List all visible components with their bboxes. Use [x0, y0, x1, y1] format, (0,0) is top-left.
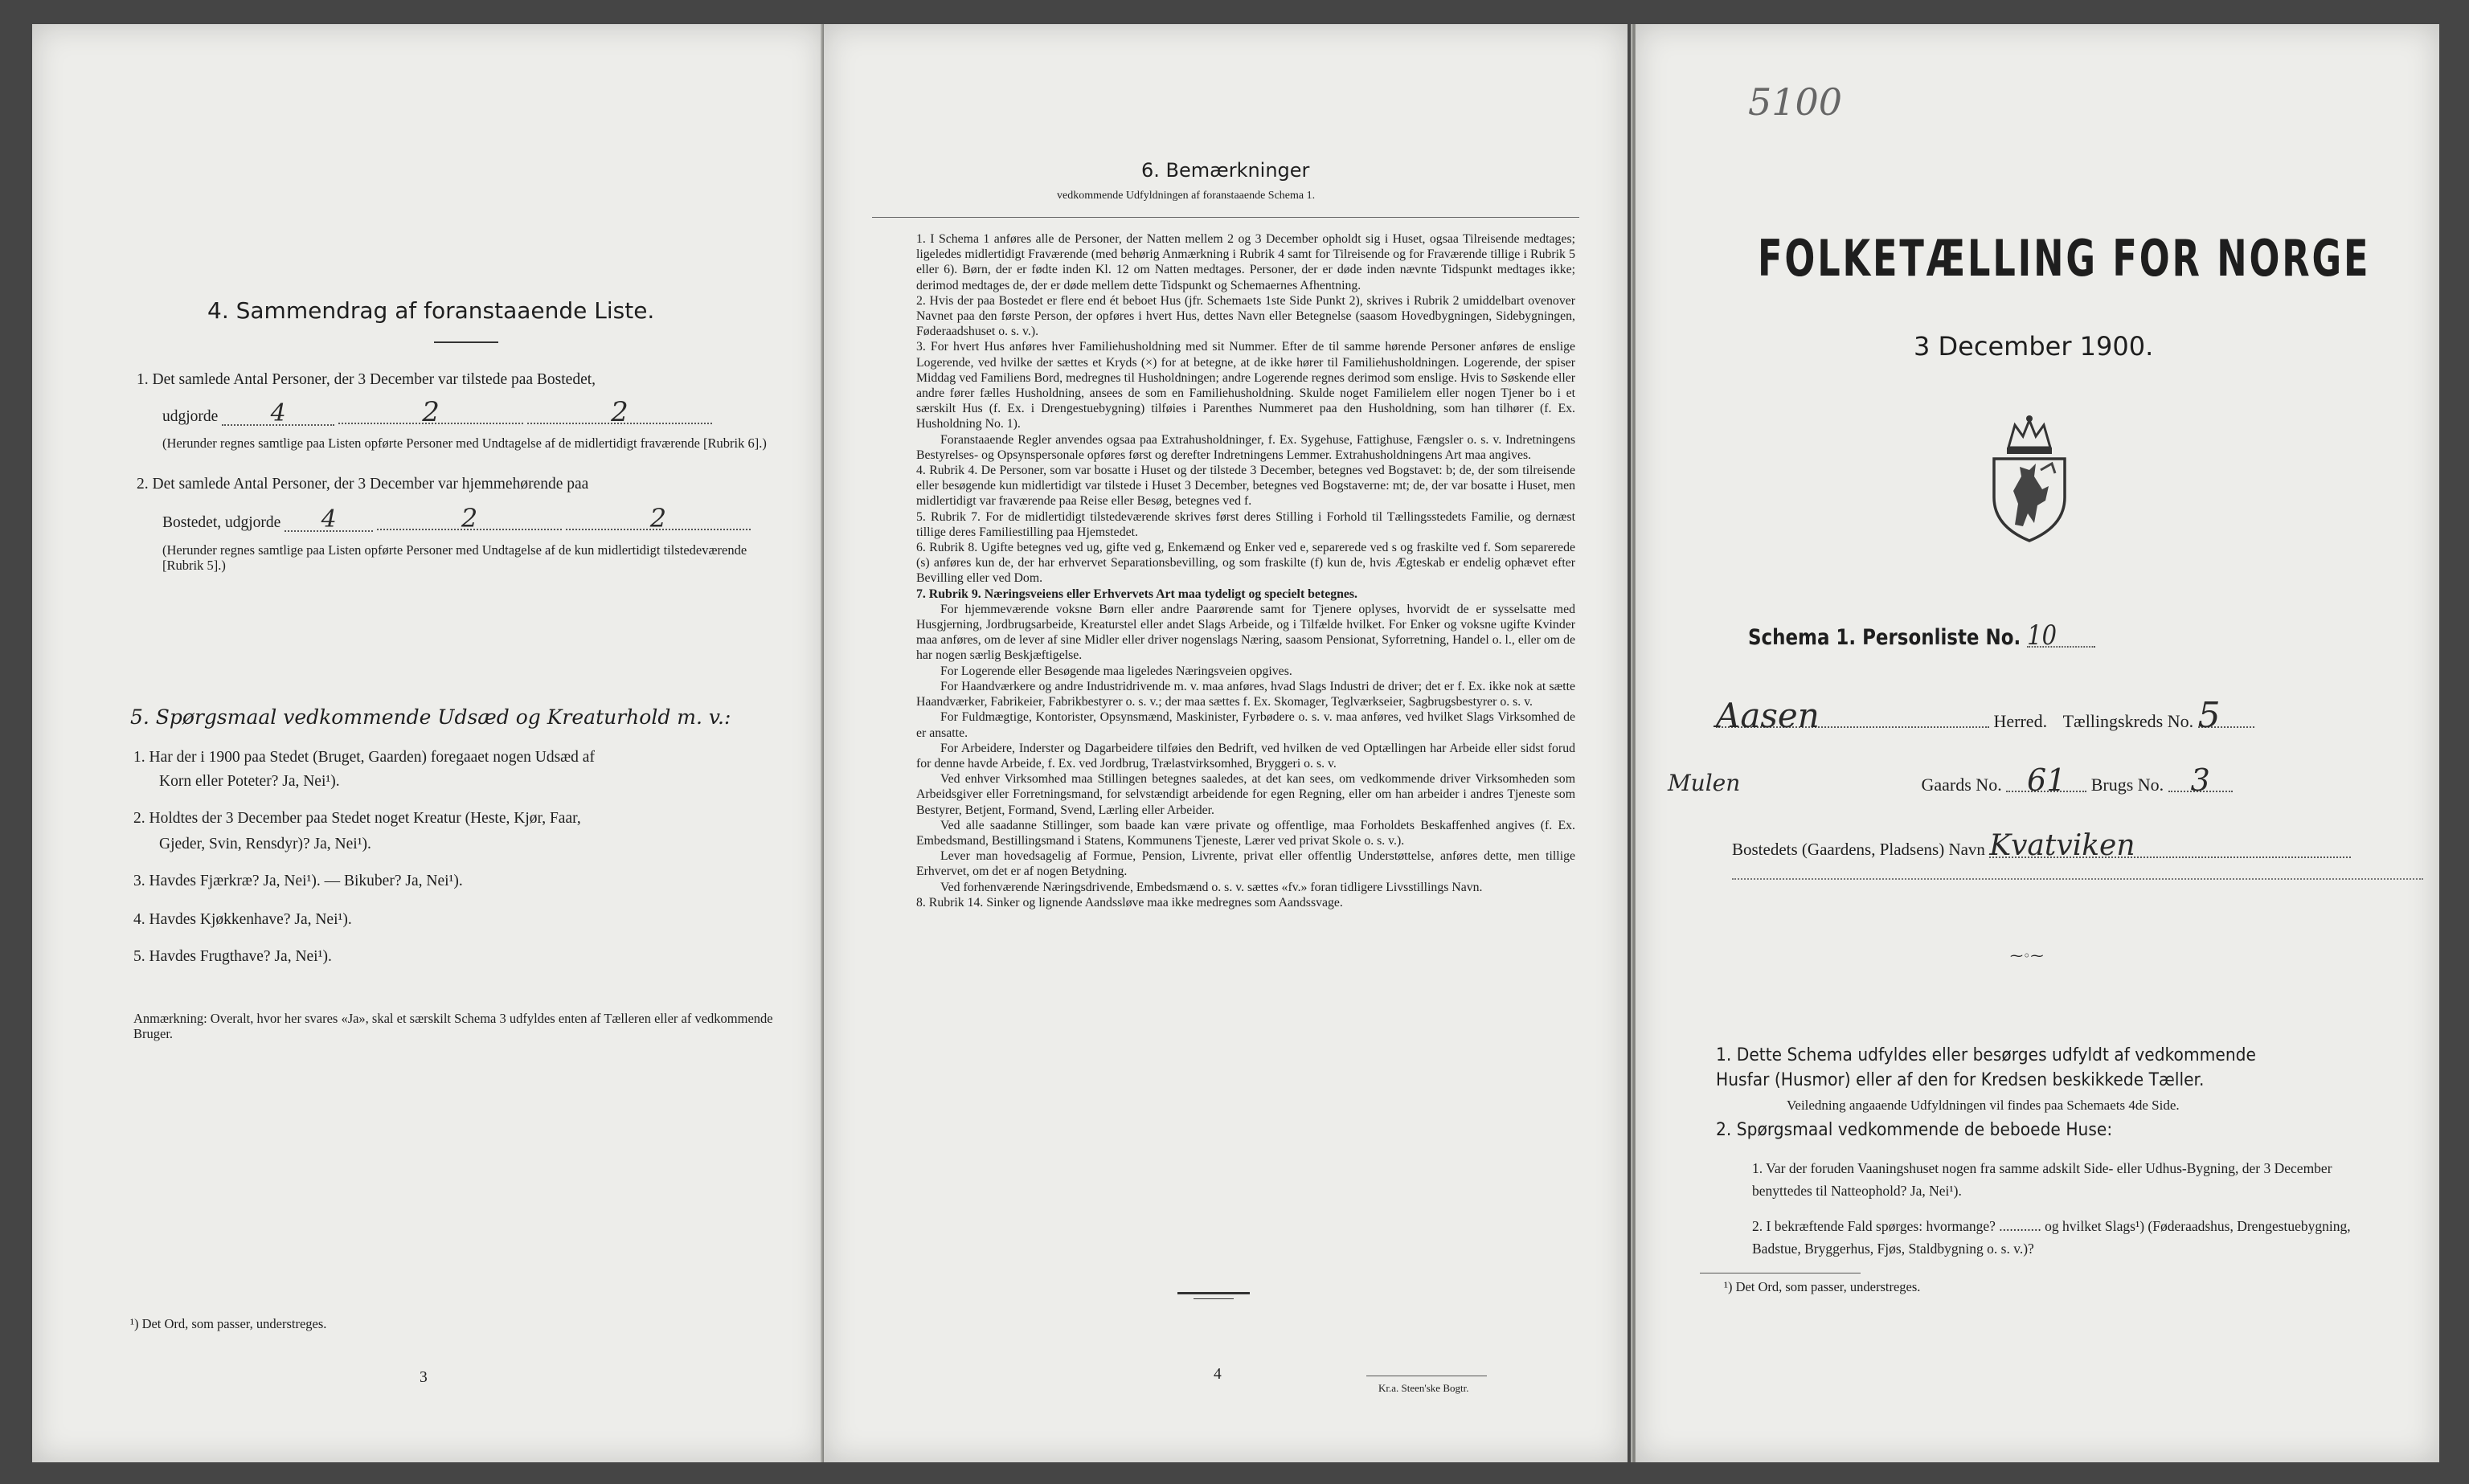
item-2-value-male: 2	[377, 508, 562, 530]
herred-value: Aasen	[1716, 705, 1989, 728]
item-1-value-total: 4	[222, 403, 334, 426]
census-date: 3 December 1900.	[1914, 331, 2154, 362]
item-2-value-total: 4	[285, 509, 373, 532]
brugs-value: 3	[2168, 770, 2233, 792]
remark-2: 2. Hvis der paa Bostedet er flere end ét beboet Hus (jfr. Schemaets 1ste Side Punkt 2), skrives i Rubrik 2 umiddelbart ovenover Navnet paa den første Person, der opføres i hvert Hus, dettes Navn eller Betegnelse (saasom Hovedbygningen, Sidebygningen, Føderaadshuset o. s. v.).	[916, 293, 1575, 339]
remark-7b: For Logerende eller Besøgende maa ligeledes Næringsveien opgives.	[940, 664, 1292, 678]
question-3: 3. Havdes Fjærkræ? Ja, Nei¹). — Bikuber? Ja, Nei¹).	[133, 873, 463, 889]
kreds-label: Tællingskreds No.	[2062, 711, 2194, 731]
personliste-number: 10	[2027, 625, 2095, 648]
coat-of-arms-icon	[1984, 414, 2074, 544]
instruction-2: 2. Spørgsmaal vedkommende de beboede Huse:	[1716, 1120, 2113, 1140]
remark-7g: Ved alle saadanne Stillinger, som baade kan være private og offentlige, maa Forholdets Beskaffenhed angives (f. Ex. Embedsmand, Bestillingsmand i Statens, Kommunens Tjeneste, Lærer ved privat Skole o. s. v.).	[916, 818, 1575, 848]
instruction-1: 1. Dette Schema udfyldes eller besørges udfyldt af vedkommende Husfar (Husmor) eller af den for Kredsen beskikkede Tæller.	[1716, 1045, 2256, 1090]
remark-7d: For Fuldmægtige, Kontorister, Opsynsmænd, Maskinister, Fyrbødere o. s. v. maa anføres, ved hvilket Slags Virksomhed de er ansatte.	[916, 710, 1575, 740]
section-5-title: 5. Spørgsmaal vedkommende Udsæd og Kreaturhold m. v.:	[130, 705, 731, 729]
remark: Anmærkning: Overalt, hvor her svares «Ja», skal et særskilt Schema 3 udfyldes enten af Tælleren eller af vedkommende Bruger.	[133, 1011, 773, 1042]
top-divider	[872, 217, 1579, 218]
remark-7i: Ved forhenværende Næringsdrivende, Embedsmænd o. s. v. sættes «fv.» foran tidligere Livsstillings Navn.	[940, 880, 1483, 894]
bosted-line	[1732, 829, 2439, 862]
page-3-summary	[32, 24, 824, 1462]
blank-line	[1732, 877, 2423, 880]
item-2-line-1: 2. Det samlede Antal Personer, der 3 December var hjemmehørende paa	[137, 476, 589, 493]
instruction-1-note: Veiledning angaaende Udfyldningen vil findes paa Schemaets 4de Side.	[1787, 1098, 2180, 1113]
remark-3-extra: Foranstaaende Regler anvendes ogsaa paa Extrahusholdninger, f. Ex. Sygehuse, Fattighuse, Fængsler o. s. v. Indretningens Bestyrelses- og Opsynspersonale opføres først og derefter Indretningens Lemmer. Extrahusholdningens Art maa angives.	[916, 432, 1575, 462]
item-2-label: Bostedet, udgjorde	[162, 514, 281, 531]
remark-7a: For hjemmeværende voksne Børn eller andre Paarørende samt for Tjenere oplyses, hvorvidt de er sysselsatte med Husgjerning, Jordbrugsarbeide, Kreaturstel eller andet Slags Arbeide, og i Tilfælde hvilket. For Enker og voksne ugifte Kvinder maa anføres, om de lever af sine Midler eller driver nogenslags Næring, saasom Pensionat, Syforretning, Handel o. l., eller om de har nogen særlig Beskjæftigelse.	[916, 602, 1575, 663]
gaards-value: 61	[2006, 770, 2086, 792]
remark-4: 4. Rubrik 4. De Personer, som var bosatte i Huset og der tilstede 3 December, betegnes ved Bogstavet: b; de, der som tilreisende eller besøgende kun midlertidigt var tilstede i Huset 3 December, betegnes ved Bogstaverne: mt; de, der var bosatte i Huset, men midlertidigt var fraværende paa Reise eller Besøg, betegnes ved f.	[916, 464, 1575, 509]
page-4-remarks	[824, 24, 1628, 1462]
footnote: ¹) Det Ord, som passer, understreges.	[1724, 1279, 1921, 1294]
remark-7: 7. Rubrik 9. Næringsveiens eller Erhvervets Art maa tydeligt og specielt betegnes.	[916, 587, 1358, 601]
brugs-label: Brugs No.	[2090, 775, 2164, 795]
gaard-line	[1668, 762, 2391, 798]
end-rule	[1177, 1292, 1250, 1294]
title-rule	[434, 341, 498, 343]
item-1-line-2	[162, 396, 805, 428]
question-2b: Gjeder, Svin, Rensdyr)? Ja, Nei¹).	[159, 836, 371, 852]
question-5: 5. Havdes Frugthave? Ja, Nei¹).	[133, 948, 332, 965]
question-1a: 1. Har der i 1900 paa Stedet (Bruget, Gaarden) foregaaet nogen Udsæd af	[133, 749, 595, 766]
item-1-value-female: 2	[527, 402, 712, 424]
schema-label-text: Schema 1. Personliste No.	[1748, 625, 2021, 650]
page-number: 4	[1214, 1366, 1222, 1383]
question-2a: 2. Holdtes der 3 December paa Stedet noget Kreatur (Heste, Kjør, Faar,	[133, 810, 581, 827]
item-1-value-male: 2	[338, 402, 523, 424]
kreds-value: 5	[2198, 705, 2254, 728]
section-4-title: 4. Sammendrag af foranstaaende Liste.	[207, 297, 655, 324]
question-4: 4. Havdes Kjøkkenhave? Ja, Nei¹).	[133, 911, 352, 928]
item-1-label: udgjorde	[162, 408, 219, 425]
census-title: FOLKETÆLLING FOR NORGE	[1758, 229, 2371, 288]
ornament: ⁓◦⁓	[2010, 948, 2044, 963]
remarks-list	[916, 231, 1575, 910]
remark-3: 3. For hvert Hus anføres hver Familiehusholdning med sit Nummer. Efter de til samme hørende Personer anføres de enslige Logerende, ved hvilke der sættes et Kryds (×) for at betegne, at de ikke hører til Familiehusholdningen. Logerende, der spiser Middag ved Familiens Bord, medregnes til Husholdningen; andre Logerende regnes derimod som enslige. Hvis to Søskende eller andre fører fælles Husholdning, ansees de som en Familiehusholdning. Skulde noget Familielem eller nogen Tjener bo i et særskilt Hus (f. Ex. i Drengestuebygning) tilføies i Parenthes Nummeret paa den Husholdning, som han tilhører (f. Ex. Husholdning No. 1).	[916, 340, 1575, 431]
item-1-line-1: 1. Det samlede Antal Personer, der 3 December var tilstede paa Bostedet,	[137, 371, 596, 388]
remark-6: 6. Rubrik 8. Ugifte betegnes ved ug, gifte ved g, Enkemænd og Enker ved e, separerede ved s og fraskilte ved f. Som separerede (s) anføres kun de, der har erhvervet Separationsbevilling, og som fraskilte (f) kun de, hvis Ægteskab er endelig ophævet efter Bevilling eller ved Dom.	[916, 541, 1575, 586]
question-1b: Korn eller Poteter? Ja, Nei¹).	[159, 773, 340, 790]
remark-8: 8. Rubrik 14. Sinker og lignende Aandssløve maa ikke medregnes som Aandssvage.	[916, 895, 1343, 910]
page-number: 3	[420, 1369, 428, 1386]
instruction-2-2: 2. I bekræftende Fald spørges: hvormange? ............ og hvilket Slags¹) (Føderaadshus, Drengestuebygning, Badstue, Bryggerhus, Fjøs, Staldbygning o. s. v.)?	[1752, 1218, 2351, 1257]
herred-label: Herred.	[1993, 711, 2048, 731]
footnote: ¹) Det Ord, som passer, understreges.	[130, 1316, 327, 1331]
item-2-value-female: 2	[566, 508, 751, 530]
item-2-line-2	[162, 503, 805, 534]
remark-7f: Ved enhver Virksomhed maa Stillingen betegnes saaledes, at det kan sees, om vedkommende driver Virksomheden som Arbeidsgiver eller Forretningsmand, for selvstændigt arbeidende for egen Regning, eller om han arbeider i andres Tjeneste som Bestyrer, Betjent, Formand, Svend, Lærling eller Arbeider.	[916, 772, 1575, 817]
page-1-cover	[1636, 24, 2439, 1462]
remark-7c: For Haandværkere og andre Industridrivende m. v. maa anføres, hvad Slags Industri de driver; det er f. Ex. ikke nok at sætte Haandværker, Fabrikeier, Fabrikbestyrer o. s. v.; der maa sættes f. Ex. Skomager, Teglværkseier, Sagbrugsbestyrer o. s. v.	[916, 679, 1575, 709]
remarks-title: 6. Bemærkninger	[1141, 159, 1310, 182]
remark-1: 1. I Schema 1 anføres alle de Personer, der Natten mellem 2 og 3 December opholdt sig i Huset, ogsaa Tilreisende medtages; ligeledes midlertidigt Fraværende (med behørig Anmærkning i Rubrik 4 samt for Tilreisende og for Fraværende tillige i Rubrik 5 eller 6). Børn, der er fødte inden Kl. 12 om Natten medtages. Personer, der er døde inden nævnte Tidspunkt medtages ikke; derimod medtages de, der er døde mellem dette Tidspunkt og Schemaernes Afhentning.	[916, 232, 1575, 292]
remark-5: 5. Rubrik 7. For de midlertidigt tilstedeværende skrives først deres Stilling i Forhold til Tællingsstedets Familie, og dernæst tillige deres Familiestilling paa Hjemstedet.	[916, 509, 1575, 539]
schema-label	[1748, 619, 2095, 652]
archive-number: 5100	[1748, 80, 1843, 124]
remark-7e: For Arbeidere, Inderster og Dagarbeidere tilføies den Bedrift, ved hvilken de ved Optællingen har Arbeide eller sidst forud for denne havde Arbeide, f. Ex. ved Jordbrug, Trælastvirksomhed, Bryggeri o. s. v.	[916, 741, 1575, 771]
printer-imprint: Kr.a. Steen'ske Bogtr.	[1378, 1382, 1469, 1394]
gaards-label: Gaards No.	[1921, 775, 2002, 795]
instruction-2-1: 1. Var der foruden Vaaningshuset nogen fra samme adskilt Side- eller Udhus-Bygning, der 3 December benyttedes til Natteophold? Ja, Nei¹).	[1752, 1160, 2332, 1199]
margin-note: Mulen	[1668, 770, 1741, 796]
herred-line	[1716, 695, 2439, 736]
bosted-label: Bostedets (Gaardens, Pladsens) Navn	[1732, 840, 1985, 859]
remark-7h: Lever man hovedsagelig af Formue, Pension, Livrente, privat eller offentlig Understøttelse, anføres dette, men tillige Erhvervet, om det er af nogen Betydning.	[916, 849, 1575, 879]
item-1-note: (Herunder regnes samtlige paa Listen opførte Personer med Undtagelse af de midlertidigt fraværende [Rubrik 6].)	[162, 435, 767, 451]
bosted-value: Kvatviken	[1989, 836, 2351, 858]
item-2-note: (Herunder regnes samtlige paa Listen opførte Personer med Undtagelse af de kun midlertidigt tilstedeværende [Rubrik 5].)	[162, 542, 747, 574]
end-rule-small	[1194, 1298, 1234, 1299]
remarks-subtitle: vedkommende Udfyldningen af foranstaaende Schema 1.	[1057, 190, 1316, 202]
